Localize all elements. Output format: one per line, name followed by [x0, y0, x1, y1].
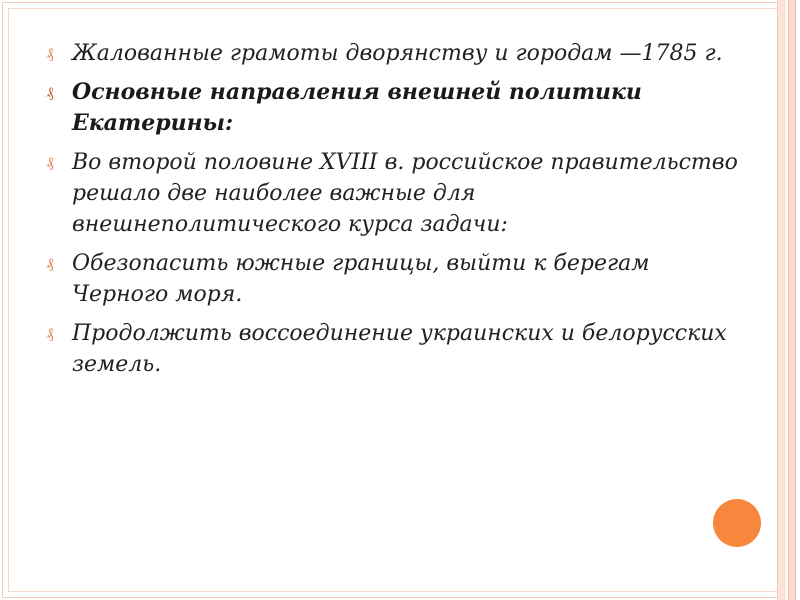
- bullet-item-5: [46, 318, 746, 380]
- bullet-list: [46, 38, 746, 388]
- bullet-item-2: [46, 77, 746, 139]
- bullet-text: Во второй половине XVIII в. российское правительство решало две наиболее важные для внешнеполитического курса задачи:: [72, 150, 738, 237]
- bullet-item-1: [46, 38, 746, 69]
- accent-circle: [713, 499, 761, 547]
- bullet-icon: ₰: [46, 153, 54, 171]
- right-decor-stripe: [777, 0, 786, 600]
- bullet-text: Обезопасить южные границы, выйти к берегам Черного моря.: [72, 251, 650, 307]
- bullet-icon: ₰: [46, 324, 54, 342]
- right-decor-stripe-outer: [788, 0, 796, 600]
- bullet-icon: ₰: [46, 83, 54, 101]
- bullet-item-4: [46, 248, 746, 310]
- bullet-text: Основные направления внешней политики Екатерины:: [72, 79, 642, 136]
- bullet-icon: ₰: [46, 254, 54, 272]
- bullet-icon: ₰: [46, 44, 54, 62]
- bullet-text: Жалованные грамоты дворянству и городам —1785 г.: [72, 41, 723, 66]
- bullet-item-3: [46, 147, 746, 240]
- bullet-text: Продолжить воссоединение украинских и белорусских земель.: [72, 321, 727, 377]
